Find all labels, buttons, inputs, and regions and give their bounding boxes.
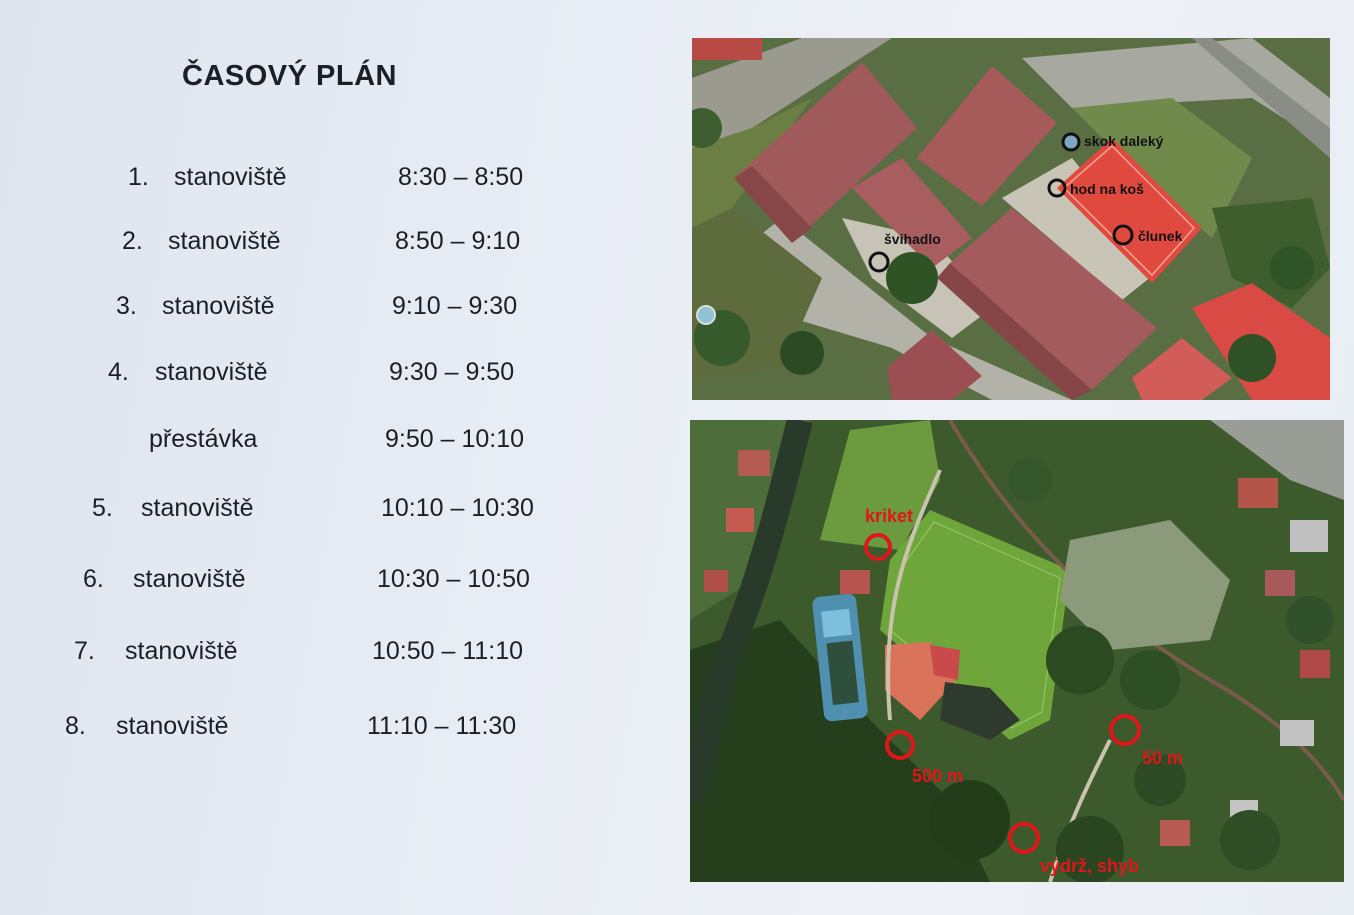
- label-kriket: kriket: [865, 506, 914, 526]
- school-aerial-map: [692, 38, 1330, 400]
- row-number: 2.: [122, 227, 143, 255]
- school-aerial-map-image: [692, 38, 1330, 400]
- label-50m: 50 m: [1142, 748, 1184, 768]
- row-number: 8.: [65, 712, 86, 740]
- row-label: stanoviště: [116, 712, 229, 740]
- row-label: stanoviště: [174, 163, 287, 191]
- park-aerial-map: [690, 420, 1344, 882]
- row-label: stanoviště: [141, 494, 254, 522]
- row-label: stanoviště: [133, 565, 246, 593]
- row-label: stanoviště: [168, 227, 281, 255]
- label-hod: hod na koš: [1070, 181, 1144, 197]
- row-time: 10:10 – 10:30: [381, 494, 534, 522]
- park-aerial-map-image: [690, 420, 1344, 882]
- row-number: 4.: [108, 358, 129, 386]
- row-label: stanoviště: [125, 637, 238, 665]
- label-svihadlo: švihadlo: [884, 231, 941, 247]
- label-skok: skok daleký: [1084, 133, 1164, 149]
- label-clunek: člunek: [1138, 228, 1183, 244]
- row-time: 10:50 – 11:10: [372, 637, 524, 665]
- row-number: 6.: [83, 565, 104, 593]
- row-number: 7.: [74, 637, 95, 665]
- row-label: stanoviště: [162, 292, 275, 320]
- row-time: 8:50 – 9:10: [395, 227, 521, 255]
- label-vydrz: výdrž, shyb: [1040, 856, 1140, 876]
- row-number: 5.: [92, 494, 113, 522]
- row-time: 9:10 – 9:30: [392, 292, 518, 320]
- row-time: 8:30 – 8:50: [398, 163, 524, 191]
- marker-skok-icon: [1063, 134, 1079, 150]
- row-number: 1.: [128, 163, 149, 191]
- row-time: 11:10 – 11:30: [367, 712, 517, 740]
- row-time: 9:30 – 9:50: [389, 358, 515, 386]
- page-title: ČASOVÝ PLÁN: [182, 60, 397, 92]
- row-time: 10:30 – 10:50: [377, 565, 530, 593]
- row-time: 9:50 – 10:10: [385, 425, 525, 453]
- row-label: přestávka: [149, 425, 258, 453]
- label-500m: 500 m: [912, 766, 964, 786]
- row-number: 3.: [116, 292, 137, 320]
- row-label: stanoviště: [155, 358, 268, 386]
